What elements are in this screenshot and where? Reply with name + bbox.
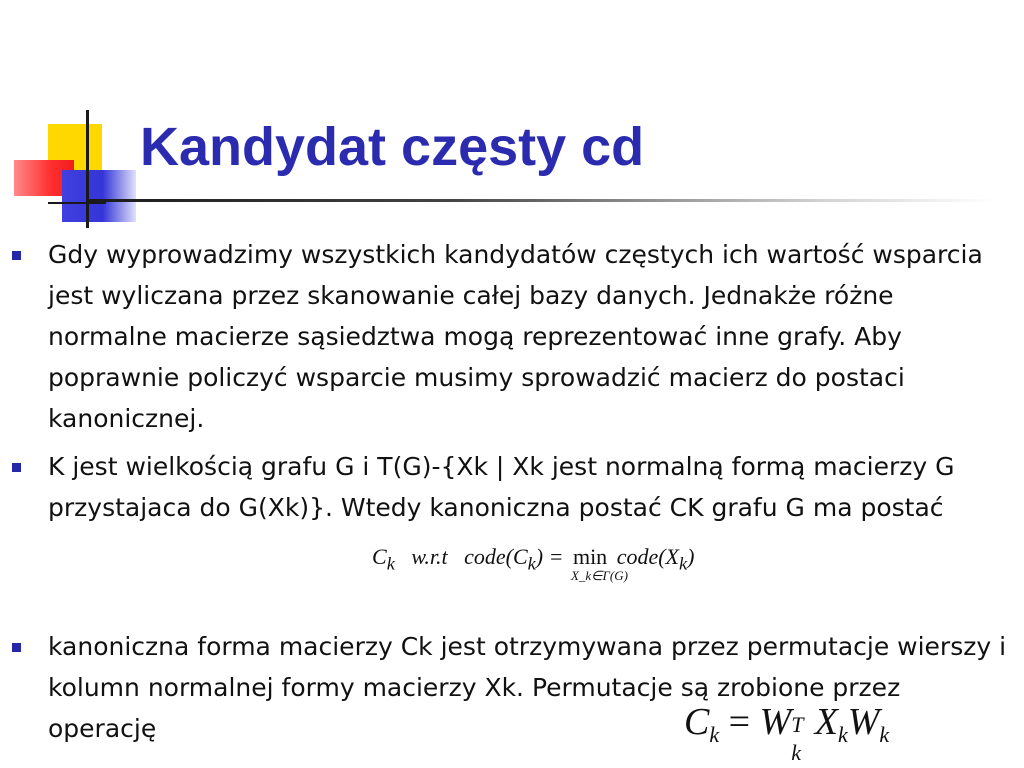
logo-horizontal-line	[48, 202, 106, 204]
formula2-w1-sup: T	[791, 712, 804, 737]
formula2-x: X	[814, 701, 838, 743]
bullet-marker-1	[12, 251, 21, 260]
logo-decoration	[0, 0, 160, 240]
canonical-form-formula	[372, 544, 695, 583]
formula1-min-sub: X_k∈Γ(G)	[570, 568, 628, 583]
formula1-code-left-sub: k	[527, 553, 536, 574]
formula2-lhs-sub: k	[709, 722, 720, 747]
formula1-eq: ) =	[535, 544, 564, 569]
formula1-code-right-sub: k	[678, 553, 688, 574]
bullet-text-1: Gdy wyprowadzimy wszystkich kandydatów częstych ich wartość wsparcia jest wyliczana przez skanowanie całej bazy danych. Jednakże różne normalne macierze sąsiedztwa mogą reprezentować inne grafy. Aby poprawnie policzyć wsparcie musimy sprowadzić macierz do postaci kanonicznej.	[48, 240, 983, 433]
formula2-w2-sub: k	[879, 722, 890, 747]
formula1-lhs: C	[372, 544, 387, 569]
bullet-marker-2	[12, 463, 21, 472]
formula1-lhs-sub: k	[386, 553, 395, 574]
bullet-text-3: kanoniczna forma macierzy Ck jest otrzymywana przez permutacje wierszy i kolumn normalnej formy macierzy Xk. Permutacje są zrobione przez operację	[48, 632, 1007, 743]
formula2-w2: W	[847, 701, 880, 743]
logo-vertical-line	[86, 110, 89, 228]
formula2-eq: =	[728, 701, 751, 743]
slide-title: Kandydat częsty cd	[140, 117, 645, 177]
title-underline	[86, 199, 996, 202]
bullet-marker-3	[12, 643, 21, 652]
formula1-close: )	[687, 544, 695, 569]
blue-square	[62, 170, 136, 222]
formula2-lhs: C	[684, 701, 710, 743]
formula1-code-left: code(C	[464, 544, 528, 569]
formula1-code-right: code(X	[616, 544, 679, 569]
formula1-wrt: w.r.t	[411, 544, 448, 569]
formula2-w1-sub: k	[791, 740, 801, 765]
formula2-w1: W	[759, 701, 792, 743]
formula1-min: min	[572, 544, 608, 569]
bullet-text-2: K jest wielkością grafu G i T(G)-{Xk | Xk jest normalną formą macierzy G przystajaca do G(Xk)}. Wtedy kanoniczna postać CK grafu G ma postać	[48, 452, 955, 522]
permutation-formula	[684, 700, 890, 765]
formula1-min-block	[570, 544, 628, 583]
formula2-x-sub: k	[837, 722, 848, 747]
